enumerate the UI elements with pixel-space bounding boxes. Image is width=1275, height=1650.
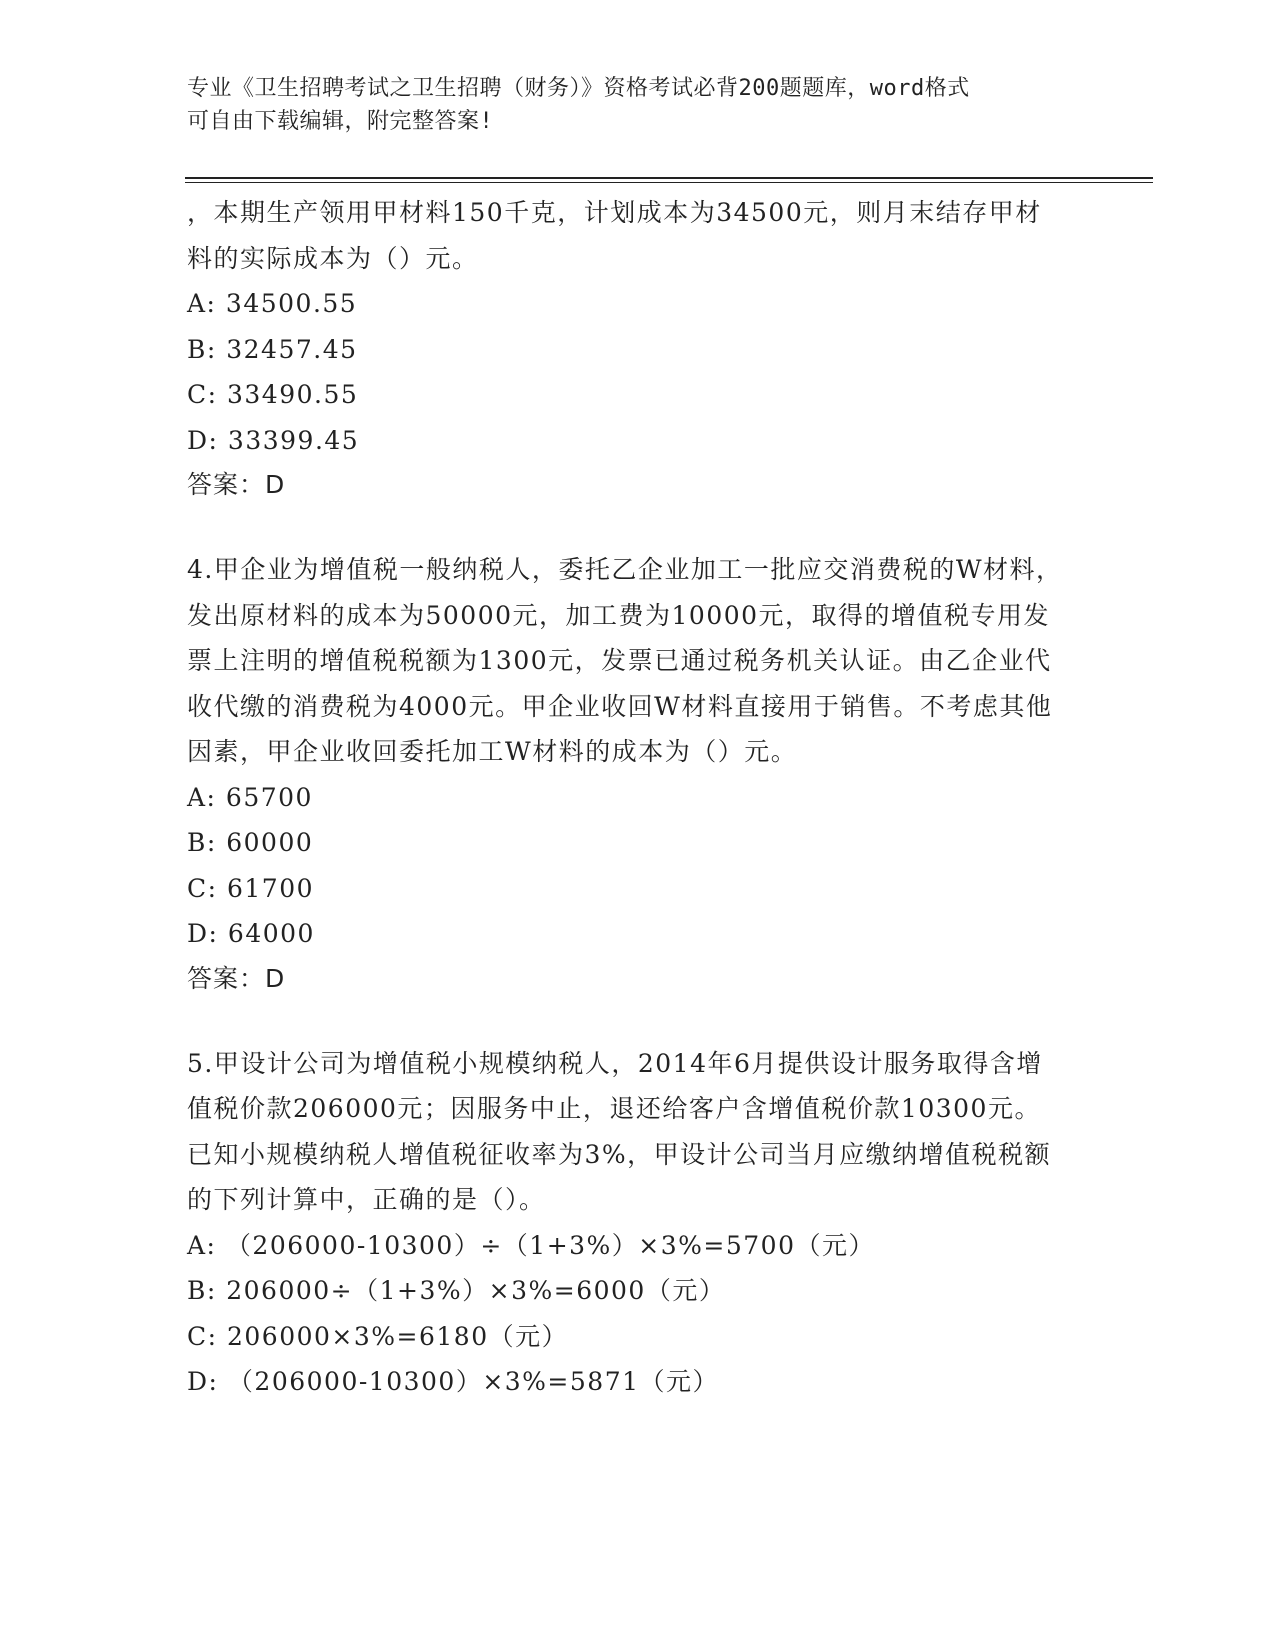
question-4: [187, 547, 1067, 1001]
spacer: [187, 507, 1067, 547]
question-4-option-a: A: 65700: [187, 782, 313, 812]
header-rule-thick: [185, 177, 1153, 179]
question-3-text: ，本期生产领用甲材料150千克，计划成本为34500元，则月末结存甲材料的实际成本为（）元。: [187, 198, 1042, 273]
question-5-option-d: D: （206000-10300）×3%=5871（元）: [187, 1367, 720, 1396]
spacer: [187, 1001, 1067, 1041]
question-5-text: 5.甲设计公司为增值税小规模纳税人，2014年6月提供设计服务取得含增值税价款206000元；因服务中止，退还给客户含增值税价款10300元。已知小规模纳税人增值税征收率为3%，甲设计公司当月应缴纳增值税税额的下列计算中，正确的是（）。: [187, 1048, 1052, 1214]
question-3-option-b: B: 32457.45: [187, 334, 358, 364]
header-line-2: 可自由下载编辑，附完整答案!: [187, 109, 494, 134]
question-3-option-c: C: 33490.55: [187, 380, 359, 409]
question-3-option-a: A: 34500.55: [187, 289, 358, 318]
question-4-option-b: B: 60000: [187, 828, 314, 857]
header-rule-thin: [185, 182, 1153, 183]
question-3-option-d: D: 33399.45: [187, 425, 360, 455]
question-3: [187, 190, 1067, 507]
question-5-option-a: A: （206000-10300）÷（1+3%）×3%=5700（元）: [187, 1230, 875, 1260]
document-header: [187, 72, 1067, 138]
question-5-option-c: C: 206000×3%=6180（元）: [187, 1321, 569, 1351]
question-5-option-b: B: 206000÷（1+3%）×3%=6000（元）: [187, 1276, 726, 1305]
header-line-1: 专业《卫生招聘考试之卫生招聘（财务）》资格考试必背200题题库，word格式: [187, 76, 970, 101]
question-5: [187, 1041, 1067, 1405]
question-4-option-c: C: 61700: [187, 873, 315, 903]
question-4-text: 4.甲企业为增值税一般纳税人，委托乙企业加工一批应交消费税的W材料，发出原材料的成本为50000元，加工费为10000元，取得的增值税专用发票上注明的增值税税额为1300元，发票已通过税务机关认证。由乙企业代收代缴的消费税为4000元。甲企业收回W材料直接用于销售。不考虑其他因素，甲企业收回委托加工W材料的成本为（）元。: [187, 555, 1063, 766]
question-4-option-d: D: 64000: [187, 919, 315, 948]
question-list: [187, 190, 1067, 1405]
question-3-answer: 答案：D: [187, 470, 286, 499]
question-4-answer: 答案：D: [187, 963, 286, 993]
